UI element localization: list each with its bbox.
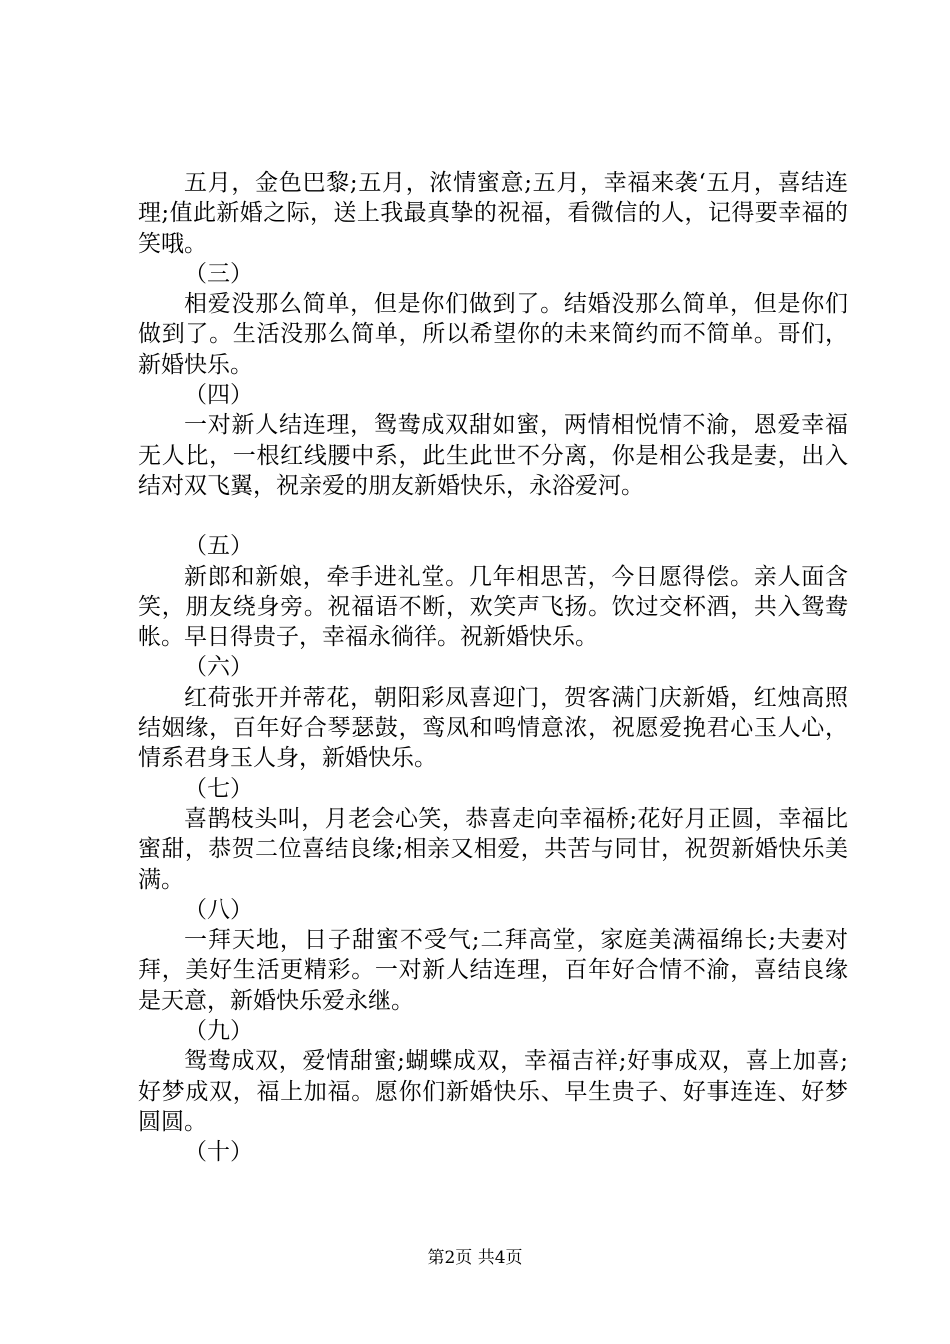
paragraph-6: 红荷张开并蒂花，朝阳彩凤喜迎门，贺客满门庆新婚，红烛高照结姻缘，百年好合琴瑟鼓，鸾凤和鸣情意浓，祝愿爱挽君心玉人心，情系君身玉人身，新婚快乐。 xyxy=(138,684,848,772)
paragraph-8: 一拜天地，日子甜蜜不受气;二拜高堂，家庭美满福绵长;夫妻对拜，美好生活更精彩。一对新人结连理，百年好合情不渝，喜结良缘是天意，新婚快乐爱永继。 xyxy=(138,927,848,1014)
paragraph-4: 一对新人结连理，鸳鸯成双甜如蜜，两情相悦情不渝，恩爱幸福无人比，一根红线腰中系，此生此世不分离，你是相公我是妻，出入结对双飞翼，祝亲爱的朋友新婚快乐，永浴爱河。 xyxy=(138,412,848,499)
paragraph-1: 五月，金色巴黎;五月，浓情蜜意;五月，幸福来袭‘五月，喜结连理;值此新婚之际，送上我最真挚的祝福，看微信的人，记得要幸福的笑哦。 xyxy=(138,170,848,257)
paragraph-7: 喜鹊枝头叫，月老会心笑，恭喜走向幸福桥;花好月正圆，幸福比蜜甜，恭贺二位喜结良缘;相亲又相爱，共苦与同甘，祝贺新婚快乐美满。 xyxy=(138,805,848,893)
document-body xyxy=(138,168,848,1168)
section-heading-4: （四） xyxy=(184,382,253,409)
section-heading-6: （六） xyxy=(184,654,253,681)
section-heading-3: （三） xyxy=(184,260,253,287)
section-heading-7: （七） xyxy=(184,775,253,802)
paragraph-5: 新郎和新娘，牵手进礼堂。几年相思苦，今日愿得偿。亲人面含笑，朋友绕身旁。祝福语不断，欢笑声飞扬。饮过交杯酒，共入鸳鸯帐。早日得贵子，幸福永徜徉。祝新婚快乐。 xyxy=(138,563,848,651)
blank-line xyxy=(138,501,848,531)
section-heading-10: （十） xyxy=(184,1139,253,1166)
section-heading-5: （五） xyxy=(184,533,253,560)
page-footer: 第2页 共4页 xyxy=(427,1248,523,1268)
paragraph-3: 相爱没那么简单，但是你们做到了。结婚没那么简单，但是你们做到了。生活没那么简单，所以希望你的未来简约而不简单。哥们，新婚快乐。 xyxy=(138,291,848,378)
paragraph-9: 鸳鸯成双，爱情甜蜜;蝴蝶成双，幸福吉祥;好事成双，喜上加喜;好梦成双，福上加福。愿你们新婚快乐、早生贵子、好事连连、好梦圆圆。 xyxy=(138,1048,848,1135)
section-heading-9: （九） xyxy=(184,1018,253,1045)
section-heading-8: （八） xyxy=(184,896,253,923)
